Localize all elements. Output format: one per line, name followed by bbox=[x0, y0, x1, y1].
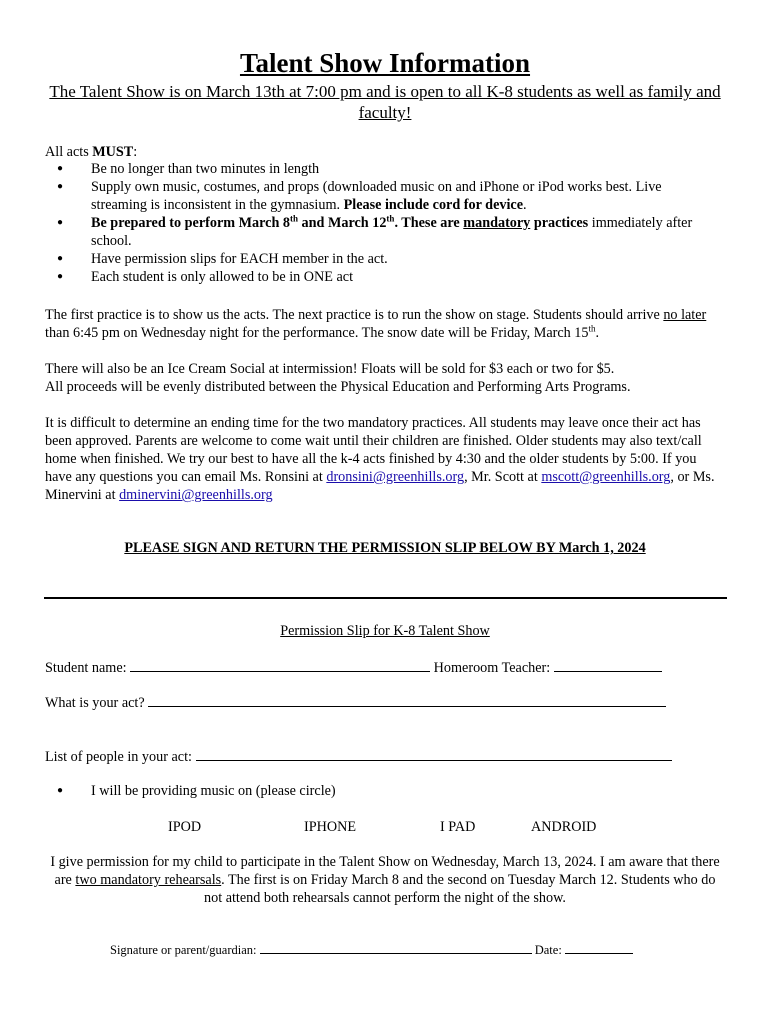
signature-row: Signature or parent/guardian: Date: bbox=[110, 941, 633, 959]
event-summary: The Talent Show is on March 13th at 7:00 pm and is open to all K-8 students as well as family and faculty! bbox=[49, 82, 721, 122]
requirements-list bbox=[45, 160, 705, 286]
people-field[interactable] bbox=[196, 746, 672, 761]
list-item: ● Each student is only allowed to be in ONE act bbox=[45, 268, 705, 286]
return-notice: PLEASE SIGN AND RETURN THE PERMISSION SLIP BELOW BY March 1, 2024 bbox=[124, 540, 646, 556]
slip-heading: Permission Slip for K-8 Talent Show bbox=[280, 623, 490, 639]
email-link-ronsini[interactable]: dronsini@greenhills.org bbox=[326, 469, 465, 485]
student-name-field[interactable] bbox=[130, 657, 430, 672]
device-option-ipod[interactable]: IPOD bbox=[168, 819, 202, 835]
page-title: Talent Show Information bbox=[239, 48, 531, 78]
device-option-iphone[interactable]: IPHONE bbox=[304, 819, 357, 835]
device-options bbox=[0, 818, 770, 838]
divider bbox=[44, 597, 727, 599]
homeroom-teacher-field[interactable] bbox=[554, 657, 662, 672]
list-item: ● Be prepared to perform March 8th and March 12th. These are mandatory practices immediately after school. bbox=[45, 214, 705, 250]
list-item: ● Supply own music, costumes, and props (downloaded music on and iPhone or iPod works best. Live streaming is inconsistent in the gymnasium. Please include cord for device. bbox=[45, 178, 705, 214]
signature-field[interactable] bbox=[260, 941, 532, 954]
practice-paragraph: The first practice is to show us the acts. The next practice is to run the show on stage. Students should arrive no later than 6:45 pm on Wednesday night for the performance. The snow date will be Friday, March 15th. bbox=[45, 307, 707, 341]
people-row: List of people in your act: bbox=[45, 746, 672, 766]
student-name-row: Student name: Homeroom Teacher: bbox=[45, 657, 662, 677]
bullet-icon: ● bbox=[57, 785, 64, 796]
permission-statement: I give permission for my child to participate in the Talent Show on Wednesday, March 13, 2024. I am aware that there are two mandatory rehearsals. The first is on Friday March 8 and the second on Tuesday March 12. Students who do not attend both rehearsals cannot perform the night of the show. bbox=[50, 854, 720, 906]
email-link-scott[interactable]: mscott@greenhills.org bbox=[541, 469, 671, 485]
email-link-minervini[interactable]: dminervini@greenhills.org bbox=[119, 487, 273, 503]
document-page: Talent Show Information The Talent Show is on March 13th at 7:00 pm and is open to all K-8 students as well as family and faculty! All acts MUST: ● Be no longer than two minutes in length ● Supply own music, costumes, and props (downloaded music on and iPhone or iPod works best. Live streaming is inconsistent in the gymnasium. Please include cord for device. ● Be prepared to perform March 8th and March 12th. These are mandatory practices immediately after school. ● Have permission slips for EACH member in the act. ● Each student is only allowed to be in ONE act The first practice is to show us the acts. The next practice is to run the show on stage. Students should arrive no later than 6:45 pm on Wednesday night for the performance. The snow date will be Friday, March 15th. There will also be an Ice Cream Social at intermission! Floats will be sold for $3 each or two for $5. All proceeds will be evenly distributed between the Physical Education and Performing Arts Programs. It is difficult to determine an ending time for the two mandatory practices. All students may leave once their act has been approved. Parents are welcome to come wait until their children are finished. Older students may also text/call home when finished. We try our best to have all the k-4 acts finished by 4:30 and the older students by 5:00. If you have any questions you can email Ms. Ronsini at dronsini@greenhills.org, Mr. Scott at mscott@greenhills.org, or Ms. Minervini at dminervini@greenhills.org PLEASE SIGN AND RETURN THE PERMISSION SLIP BELOW BY March 1, 2024 Permission Slip for K-8 Talent Show Student name: Homeroom Teacher: What is your act? List of people in your act: ● I will be providing music on (please circle) IPOD IPHONE I PAD ANDROID I give permission for my child to participate in the Talent Show on Wednesday, March 13, 2024. I am aware that there are two mandatory rehearsals. The first is on Friday March 8 and the second on Tuesday March 12. Students who do not attend both rehearsals cannot perform the night of the show. Signature or parent/guardian: Date: bbox=[0, 0, 770, 1024]
date-field[interactable] bbox=[565, 941, 633, 954]
ending-time-paragraph: It is difficult to determine an ending time for the two mandatory practices. All students may leave once their act has been approved. Parents are welcome to come wait until their children are finished. Older students may also text/call home when finished. We try our best to have all the k-4 acts finished by 4:30 and the older students by 5:00. If you have any questions you can email Ms. Ronsini at dronsini@greenhills.org, Mr. Scott at mscott@greenhills.org, or Ms. Minervini at dminervini@greenhills.org bbox=[45, 415, 715, 503]
requirements-intro: All acts MUST: bbox=[45, 144, 138, 160]
list-item: ● Be no longer than two minutes in length bbox=[45, 160, 705, 178]
device-option-ipad[interactable]: I PAD bbox=[440, 819, 476, 835]
list-item: ● Have permission slips for EACH member in the act. bbox=[45, 250, 705, 268]
device-option-android[interactable]: ANDROID bbox=[531, 819, 597, 835]
ice-cream-social-paragraph: There will also be an Ice Cream Social at intermission! Floats will be sold for $3 each or two for $5. All proceeds will be evenly distributed between the Physical Education and Performing Arts Programs. bbox=[45, 361, 631, 395]
act-row: What is your act? bbox=[45, 692, 666, 712]
act-field[interactable] bbox=[148, 692, 666, 707]
